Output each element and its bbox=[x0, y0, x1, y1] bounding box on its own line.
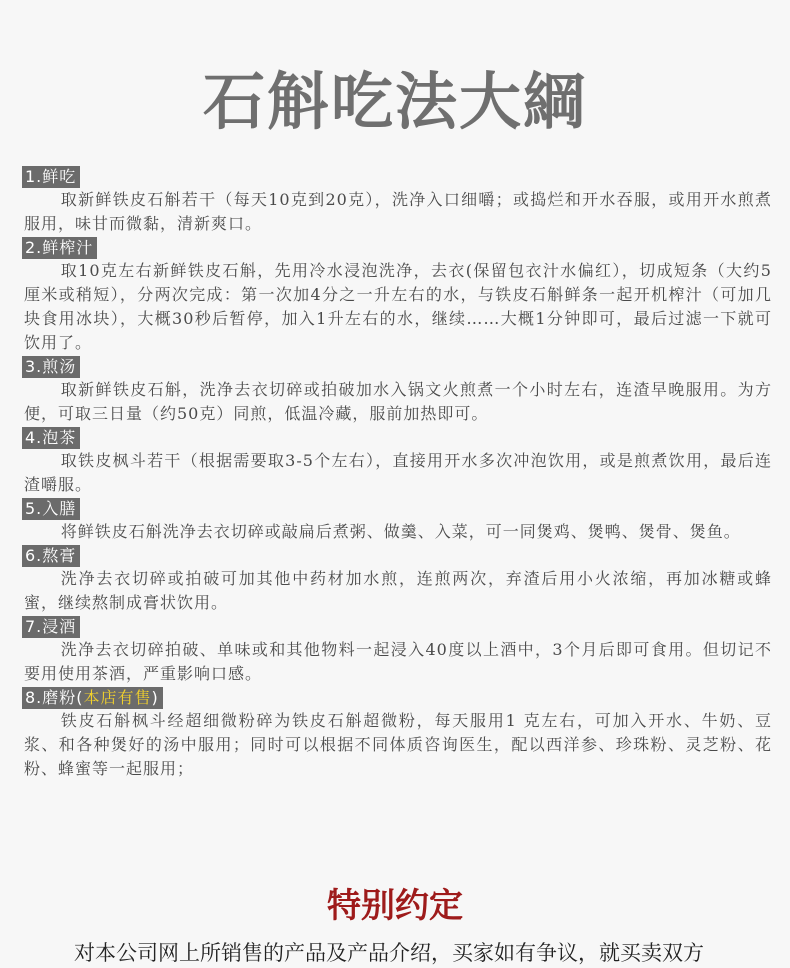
section-text: 取10克左右新鲜铁皮石斛，先用冷水浸泡洗净，去衣(保留包衣汁水偏红），切成短条（大约5厘米或稍短），分两次完成：第一次加4分之一升左右的水，与铁皮石斛鲜条一起开机榨汁（可加几块食用冰块），大概30秒后暂停，加入1升左右的水，继续……大概1分钟即可，最后过滤一下就可饮用了。 bbox=[24, 261, 772, 352]
section-text: 洗净去衣切碎或拍破可加其他中药材加水煎，连煎两次，弃渣后用小火浓缩，再加冰糖或蜂蜜，继续熬制成膏状饮用。 bbox=[24, 569, 772, 612]
section-paste bbox=[22, 545, 772, 615]
section-label: 4.泡茶 bbox=[22, 427, 80, 449]
label-prefix: 8.磨粉( bbox=[25, 688, 84, 707]
section-label: 5.入膳 bbox=[22, 498, 80, 520]
usage-sections bbox=[22, 166, 772, 782]
section-label: 3.煎汤 bbox=[22, 356, 80, 378]
section-label: 7.浸酒 bbox=[22, 616, 80, 638]
section-text: 铁皮石斛枫斗经超细微粉碎为铁皮石斛超微粉，每天服用1 克左右，可加入开水、牛奶、豆浆、和各种煲好的汤中服用；同时可以根据不同体质咨询医生，配以西洋参、珍珠粉、灵芝粉、花粉、蜂蜜等一起服用； bbox=[24, 711, 772, 778]
section-powder bbox=[22, 687, 772, 781]
section-label: 6.熬膏 bbox=[22, 545, 80, 567]
page-title: 石斛吃法大綱 bbox=[202, 65, 587, 138]
section-fresh-juice bbox=[22, 237, 772, 355]
section-decoction bbox=[22, 356, 772, 426]
section-text: 取铁皮枫斗若干（根据需要取3-5个左右），直接用开水多次冲泡饮用，或是煎煮饮用，最后连渣嚼服。 bbox=[24, 451, 772, 494]
label-suffix: ) bbox=[151, 688, 159, 707]
section-text: 将鲜铁皮石斛洗净去衣切碎或敲扁后煮粥、做羹、入菜，可一同煲鸡、煲鸭、煲骨、煲鱼。 bbox=[60, 522, 741, 541]
section-cooking bbox=[22, 498, 772, 544]
in-store-badge: 本店有售 bbox=[83, 688, 152, 707]
agreement-notice: 对本公司网上所销售的产品及产品介绍，买家如有争议，就买卖双方 bbox=[74, 941, 704, 965]
section-tea bbox=[22, 427, 772, 497]
section-text: 洗净去衣切碎拍破、单味或和其他物料一起浸入40度以上酒中，3个月后即可食用。但切记不要用使用茶酒，严重影响口感。 bbox=[24, 640, 772, 683]
section-fresh-eating bbox=[22, 166, 772, 236]
special-agreement-heading: 特别约定 bbox=[327, 886, 463, 926]
section-wine bbox=[22, 616, 772, 686]
section-label: 1.鲜吃 bbox=[22, 166, 80, 188]
section-label bbox=[22, 687, 163, 709]
section-label: 2.鲜榨汁 bbox=[22, 237, 97, 259]
section-text: 取新鲜铁皮石斛若干（每天10克到20克），洗净入口细嚼；或捣烂和开水吞服，或用开水煎煮服用，味甘而微黏，清新爽口。 bbox=[24, 190, 772, 233]
section-text: 取新鲜铁皮石斛，洗净去衣切碎或拍破加水入锅文火煎煮一个小时左右，连渣早晚服用。为方便，可取三日量（约50克）同煎，低温冷藏，服前加热即可。 bbox=[24, 380, 772, 423]
